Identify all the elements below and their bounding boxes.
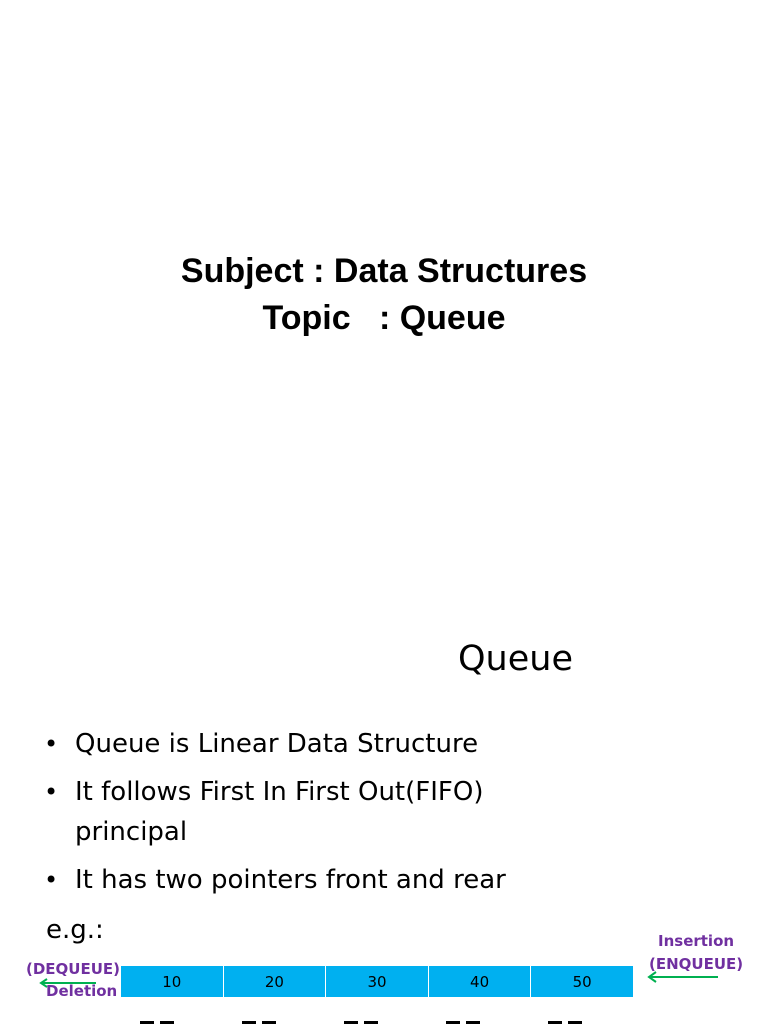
insertion-arrow-icon [646, 971, 720, 983]
queue-cell: 40 [429, 966, 532, 997]
queue-slide [0, 512, 768, 1024]
slide-heading: Queue [458, 639, 573, 679]
subject-line: Subject : Data Structures [180, 252, 588, 290]
bullet-text: It has two pointers front and rear [75, 865, 506, 895]
slide-title [0, 248, 768, 342]
deletion-arrow-icon [38, 978, 98, 988]
example-label: e.g.: [46, 915, 104, 945]
bullet-text: Queue is Linear Data Structure [75, 729, 479, 759]
queue-cell: 50 [572, 972, 592, 991]
bullet-list [44, 724, 584, 908]
bullet-item [44, 772, 584, 852]
dequeue-label: (DEQUEUE) [26, 960, 121, 978]
topic-line: Topic : Queue [262, 299, 506, 337]
bullet-symbol: • [44, 778, 59, 806]
cropped-content [140, 1018, 640, 1024]
queue-cell: 10 [121, 966, 224, 997]
bullet-text: It follows First In First Out(FIFO) principal [75, 777, 484, 847]
insertion-label: Insertion [658, 932, 735, 950]
bullet-item [44, 724, 584, 764]
bullet-symbol: • [44, 866, 59, 894]
queue-table [121, 966, 633, 997]
bullet-item [44, 860, 584, 900]
deletion-label: Deletion [46, 982, 118, 1000]
enqueue-label: (ENQUEUE) [649, 955, 744, 973]
bullet-symbol: • [44, 730, 59, 758]
queue-cell: 20 [224, 966, 327, 997]
queue-cell: 30 [326, 966, 429, 997]
